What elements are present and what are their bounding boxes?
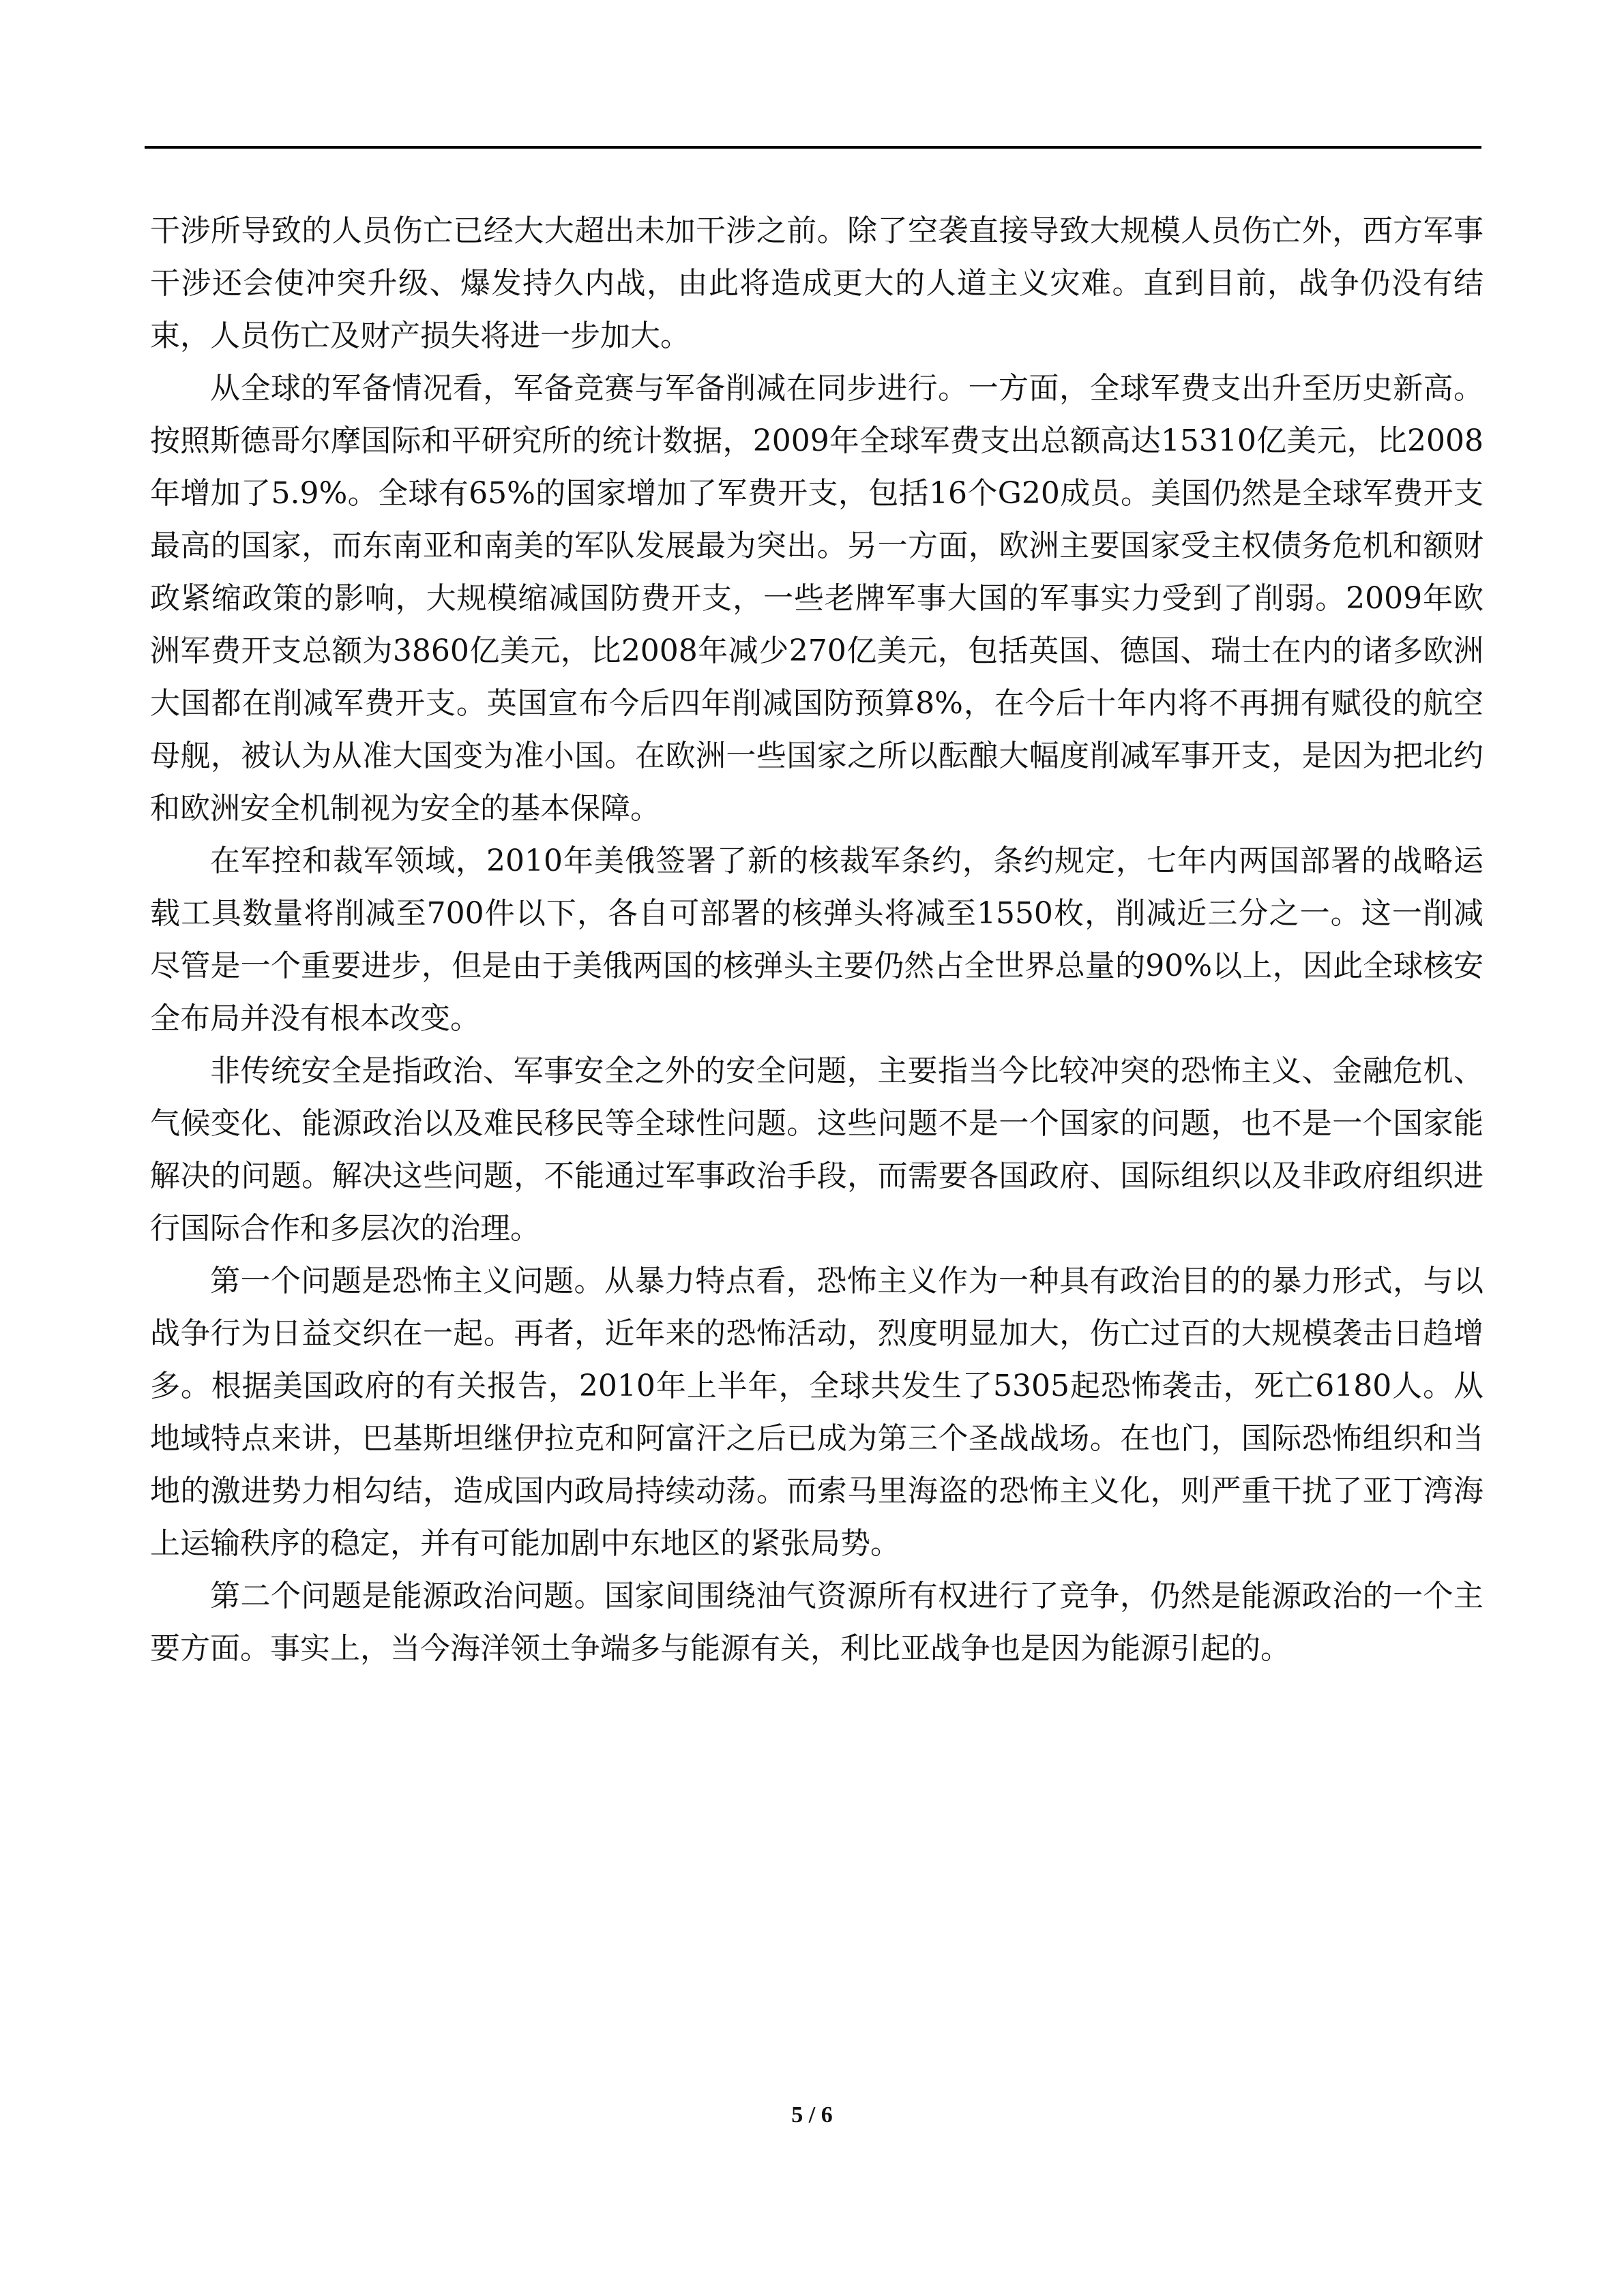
paragraph-military-spending: 从全球的军备情况看，军备竞赛与军备削减在同步进行。一方面，全球军费支出升至历史新高。按照斯德哥尔摩国际和平研究所的统计数据，2009年全球军费支出总额高达15310亿美元，比2008年增加了5.9%。全球有65%的国家增加了军费开支，包括16个G20成员。美国仍然是全球军费开支最高的国家，而东南亚和南美的军队发展最为突出。另一方面，欧洲主要国家受主权债务危机和额财政紧缩政策的影响，大规模缩减国防费开支，一些老牌军事大国的军事实力受到了削弱。2009年欧洲军费开支总额为3860亿美元，比2008年减少270亿美元，包括英国、德国、瑞士在内的诸多欧洲大国都在削减军费开支。英国宣布今后四年削减国防预算8%，在今后十年内将不再拥有赋役的航空母舰，被认为从准大国变为准小国。在欧洲一些国家之所以酝酿大幅度削减军事开支，是因为把北约和欧洲安全机制视为安全的基本保障。 xyxy=(150,371,1483,826)
body-text xyxy=(150,205,1483,1675)
paragraph-terrorism: 第一个问题是恐怖主义问题。从暴力特点看，恐怖主义作为一种具有政治目的的暴力形式，与以战争行为日益交织在一起。再者，近年来的恐怖活动，烈度明显加大，伤亡过百的大规模袭击日趋增多。根据美国政府的有关报告，2010年上半年，全球共发生了5305起恐怖袭击，死亡6180人。从地域特点来讲，巴基斯坦继伊拉克和阿富汗之后已成为第三个圣战战场。在也门，国际恐怖组织和当地的激进势力相勾结，造成国内政局持续动荡。而索马里海盗的恐怖主义化，则严重干扰了亚丁湾海上运输秩序的稳定，并有可能加剧中东地区的紧张局势。 xyxy=(150,1264,1483,1561)
paragraph-non-traditional-security: 非传统安全是指政治、军事安全之外的安全问题，主要指当今比较冲突的恐怖主义、金融危机、气候变化、能源政治以及难民移民等全球性问题。这些问题不是一个国家的问题，也不是一个国家能解决的问题。解决这些问题，不能通过军事政治手段，而需要各国政府、国际组织以及非政府组织进行国际合作和多层次的治理。 xyxy=(150,1054,1483,1246)
page-number: 5 / 6 xyxy=(791,2102,833,2128)
paragraph-continuation: 干涉所导致的人员伤亡已经大大超出未加干涉之前。除了空袭直接导致大规模人员伤亡外，西方军事干涉还会使冲突升级、爆发持久内战，由此将造成更大的人道主义灾难。直到目前，战争仍没有结束，人员伤亡及财产损失将进一步加大。 xyxy=(150,213,1483,353)
header-rule xyxy=(145,146,1481,149)
paragraph-energy-politics: 第二个问题是能源政治问题。国家间围绕油气资源所有权进行了竞争，仍然是能源政治的一个主要方面。事实上，当今海洋领土争端多与能源有关，利比亚战争也是因为能源引起的。 xyxy=(150,1579,1483,1666)
paragraph-arms-control: 在军控和裁军领域，2010年美俄签署了新的核裁军条约，条约规定，七年内两国部署的战略运载工具数量将削减至700件以下，各自可部署的核弹头将减至1550枚，削减近三分之一。这一削减尽管是一个重要进步，但是由于美俄两国的核弹头主要仍然占全世界总量的90%以上，因此全球核安全布局并没有根本改变。 xyxy=(150,844,1483,1036)
